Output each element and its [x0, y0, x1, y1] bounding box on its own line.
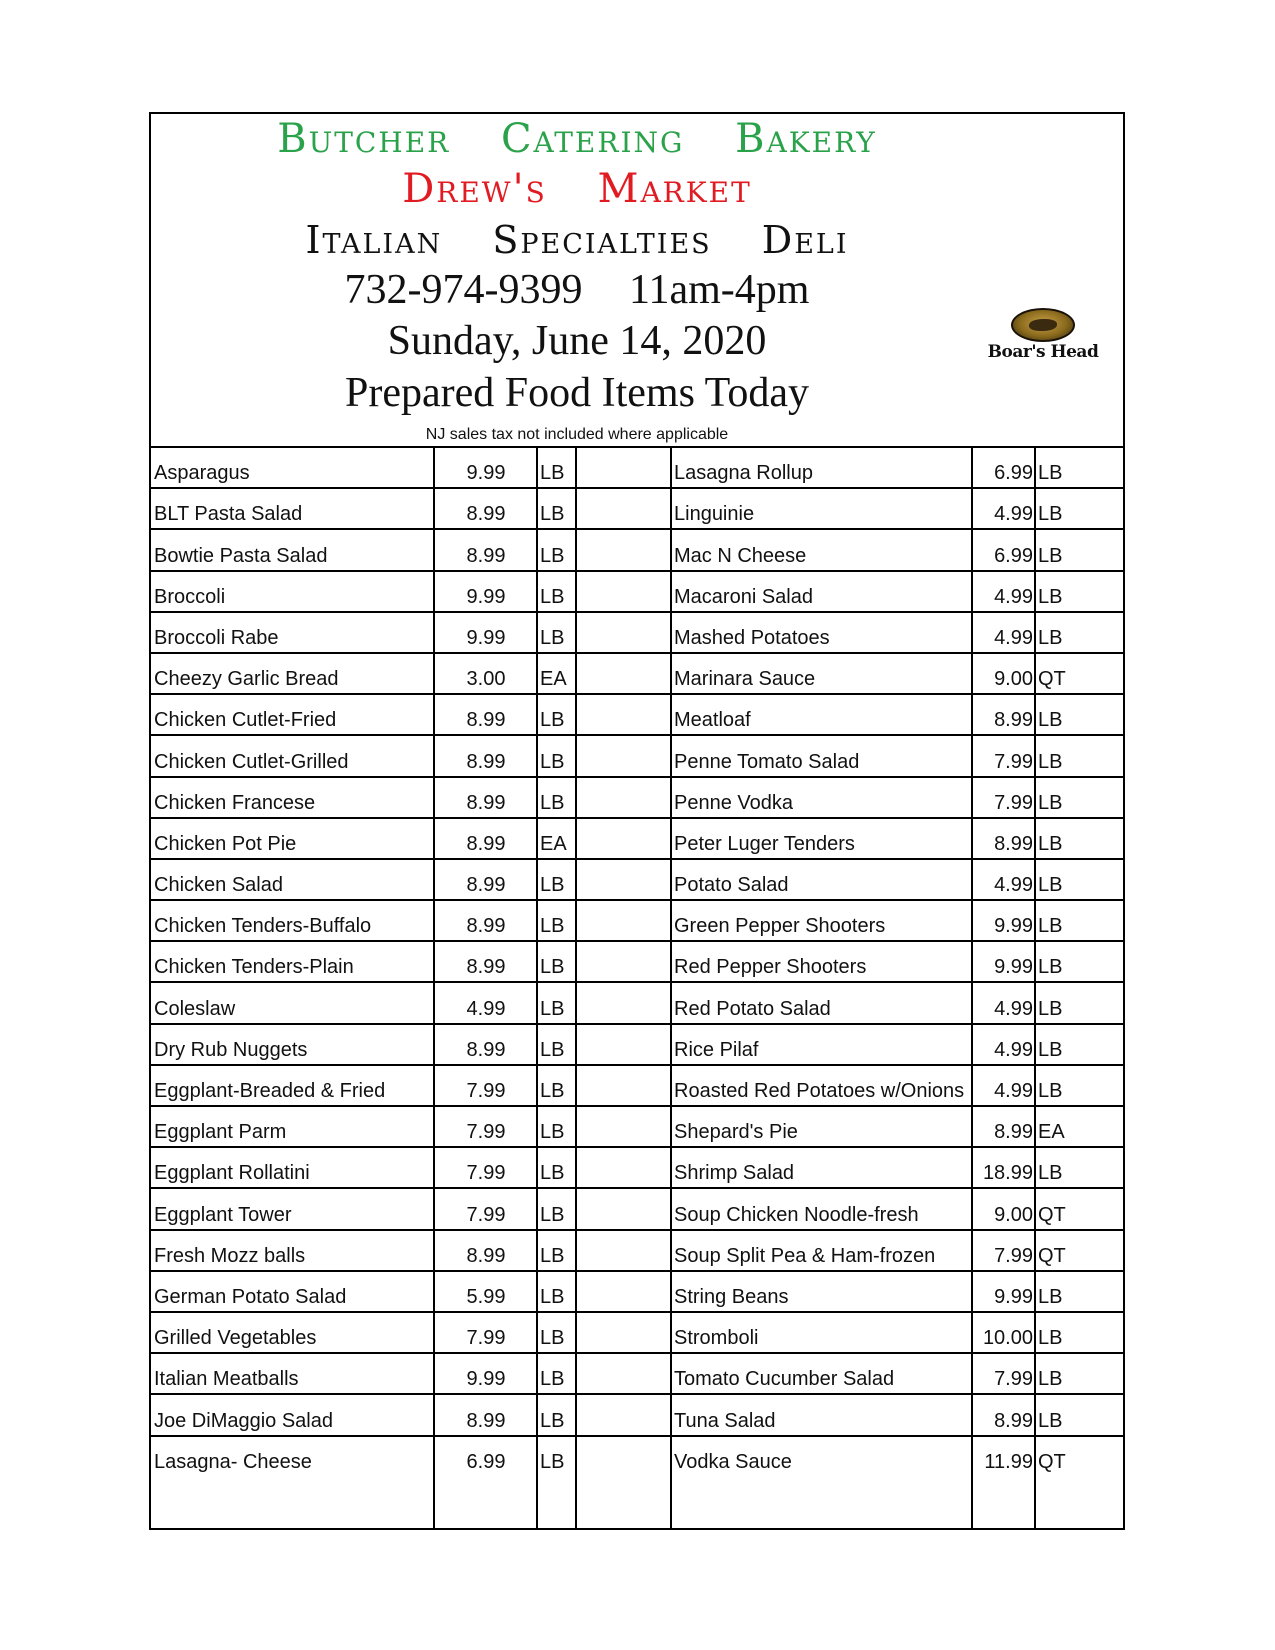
item-unit: QT [1038, 1203, 1066, 1226]
table-row [151, 940, 1123, 981]
item-name: Marinara Sauce [674, 668, 816, 691]
item-name: Macaroni Salad [674, 585, 813, 608]
item-price: 9.00 [994, 1203, 1033, 1226]
header-word: Deli [761, 218, 849, 262]
menu-title: Prepared Food Items Today [344, 370, 810, 416]
tax-note: NJ sales tax not included where applicable [425, 426, 729, 443]
item-name: Linguinie [674, 503, 755, 526]
item-name: Italian Meatballs [154, 1368, 299, 1391]
item-name: Lasagna- Cheese [154, 1450, 312, 1473]
item-price: 3.00 [466, 668, 506, 691]
item-unit: LB [540, 462, 565, 485]
table-row [151, 981, 1123, 1022]
item-name: Eggplant Tower [154, 1203, 292, 1226]
item-name: String Beans [674, 1285, 789, 1308]
item-unit: LB [540, 544, 565, 567]
table-row [151, 1146, 1123, 1187]
item-unit: QT [1038, 1450, 1066, 1473]
item-price: 7.99 [466, 1121, 506, 1144]
table-row [151, 1023, 1123, 1064]
table-row [151, 1352, 1123, 1393]
table-row [151, 817, 1123, 858]
header-word: Catering [500, 116, 685, 162]
table-row [151, 446, 1123, 487]
item-price: 8.99 [994, 832, 1033, 855]
table-row [151, 611, 1123, 652]
item-name: Soup Split Pea & Ham-frozen [674, 1244, 936, 1267]
item-unit: EA [540, 832, 567, 855]
item-name: Chicken Francese [154, 791, 316, 814]
item-price: 9.99 [466, 585, 506, 608]
item-price: 9.99 [994, 1285, 1033, 1308]
item-unit: LB [1038, 462, 1063, 485]
item-price: 8.99 [466, 791, 506, 814]
item-unit: LB [1038, 626, 1063, 649]
item-price: 6.99 [994, 462, 1033, 485]
item-unit: LB [1038, 1409, 1063, 1432]
item-unit: EA [540, 668, 567, 691]
table-row [151, 858, 1123, 899]
item-price: 9.99 [994, 915, 1033, 938]
item-name: Shrimp Salad [674, 1162, 795, 1185]
item-name: Chicken Cutlet-Grilled [154, 750, 349, 773]
column-divider [1034, 446, 1036, 1528]
header-word: Specialties [492, 218, 712, 262]
header-word: Drew's [402, 166, 547, 212]
item-price: 9.99 [466, 462, 506, 485]
item-name: Meatloaf [674, 709, 751, 732]
header-word: Italian [305, 218, 443, 262]
header-departments [151, 116, 1123, 162]
item-unit: LB [1038, 750, 1063, 773]
item-unit: LB [540, 1368, 565, 1391]
item-unit: QT [1038, 668, 1066, 691]
item-name: Bowtie Pasta Salad [154, 544, 328, 567]
item-unit: LB [1038, 997, 1063, 1020]
item-unit: LB [540, 1327, 565, 1350]
item-price: 9.00 [994, 668, 1033, 691]
item-unit: LB [540, 874, 565, 897]
item-name: Dry Rub Nuggets [154, 1038, 308, 1061]
table-row [151, 1270, 1123, 1311]
item-price: 8.99 [466, 1409, 506, 1432]
item-price: 4.99 [994, 626, 1033, 649]
table-row [151, 1229, 1123, 1270]
table-row [151, 899, 1123, 940]
item-price: 8.99 [994, 1409, 1033, 1432]
column-divider [971, 446, 973, 1528]
item-price: 4.99 [994, 874, 1033, 897]
item-unit: LB [1038, 956, 1063, 979]
item-price: 11.99 [984, 1450, 1033, 1473]
item-price: 9.99 [466, 1368, 506, 1391]
item-unit: LB [1038, 1080, 1063, 1102]
table-row [151, 776, 1123, 817]
item-price: 4.99 [994, 503, 1033, 526]
item-price: 8.99 [466, 750, 506, 773]
header-word: Market [597, 166, 752, 212]
table-row [151, 652, 1123, 693]
item-price: 4.99 [466, 997, 506, 1020]
item-unit: LB [540, 1244, 565, 1267]
item-price: 7.99 [994, 1244, 1033, 1267]
item-name: Eggplant Rollatini [154, 1162, 310, 1185]
item-name: Green Pepper Shooters [674, 915, 886, 938]
item-unit: LB [1038, 585, 1063, 608]
item-price: 7.99 [994, 750, 1033, 773]
item-price: 9.99 [466, 626, 506, 649]
header-word: Butcher [277, 116, 451, 162]
item-price: 4.99 [994, 1080, 1033, 1102]
item-unit: LB [1038, 544, 1063, 567]
item-name: Red Potato Salad [674, 997, 831, 1020]
item-price: 8.99 [466, 874, 506, 897]
item-unit: LB [540, 1121, 565, 1144]
item-name: Peter Luger Tenders [674, 832, 855, 855]
item-name: Red Pepper Shooters [674, 956, 867, 979]
item-name: Broccoli Rabe [154, 626, 279, 649]
item-name: Joe DiMaggio Salad [154, 1409, 333, 1432]
item-unit: LB [540, 750, 565, 773]
item-unit: LB [540, 915, 565, 938]
menu-sheet [149, 112, 1125, 1530]
item-unit: LB [1038, 791, 1063, 814]
item-unit: LB [540, 1450, 565, 1473]
item-unit: LB [1038, 1285, 1063, 1308]
item-name: Chicken Tenders-Plain [154, 956, 354, 979]
table-row [151, 1311, 1123, 1352]
table-row [151, 1187, 1123, 1228]
item-unit: LB [540, 1285, 565, 1308]
item-name: Tuna Salad [674, 1409, 776, 1432]
item-unit: LB [540, 1038, 565, 1061]
item-unit: LB [1038, 874, 1063, 897]
item-name: Tomato Cucumber Salad [674, 1368, 895, 1391]
store-hours: 11am-4pm [629, 267, 810, 313]
item-price: 8.99 [466, 544, 506, 567]
item-unit: QT [1038, 1244, 1066, 1267]
item-name: Soup Chicken Noodle-fresh [674, 1203, 919, 1226]
item-price: 8.99 [466, 956, 506, 979]
menu-header [151, 114, 1123, 446]
table-row [151, 693, 1123, 734]
header-subtitle [151, 218, 1123, 262]
item-unit: LB [540, 1409, 565, 1432]
item-unit: LB [540, 791, 565, 814]
column-divider [670, 446, 672, 1528]
item-name: Potato Salad [674, 874, 789, 897]
item-price: 7.99 [466, 1327, 506, 1350]
item-unit: LB [540, 1203, 565, 1226]
item-unit: LB [1038, 915, 1063, 938]
item-price: 4.99 [994, 997, 1033, 1020]
item-name: Lasagna Rollup [674, 462, 813, 485]
column-divider [433, 446, 435, 1528]
item-price: 7.99 [466, 1162, 506, 1185]
item-price: 4.99 [994, 585, 1033, 608]
item-name: Stromboli [674, 1327, 759, 1350]
item-price: 6.99 [994, 544, 1033, 567]
item-name: Chicken Salad [154, 874, 283, 897]
item-price: 8.99 [994, 709, 1033, 732]
table-row [151, 487, 1123, 528]
item-price: 10.00 [982, 1327, 1033, 1350]
item-name: BLT Pasta Salad [154, 503, 303, 526]
item-unit: LB [540, 1080, 565, 1102]
item-unit: LB [1038, 1368, 1063, 1391]
item-unit: LB [540, 503, 565, 526]
item-unit: LB [1038, 1038, 1063, 1061]
menu-date: Sunday, June 14, 2020 [387, 318, 767, 364]
item-unit: LB [1038, 832, 1063, 855]
boar-icon [1011, 308, 1075, 342]
item-name: Fresh Mozz balls [154, 1244, 306, 1267]
item-price: 9.99 [994, 956, 1033, 979]
column-divider [575, 446, 577, 1528]
column-divider [536, 446, 538, 1528]
table-row [151, 528, 1123, 569]
item-name: Eggplant Parm [154, 1121, 287, 1144]
boars-head-logo [983, 308, 1103, 368]
item-name: Chicken Pot Pie [154, 832, 297, 855]
item-price: 8.99 [466, 709, 506, 732]
item-name: Mac N Cheese [674, 544, 807, 567]
item-price: 8.99 [466, 1244, 506, 1267]
item-price: 5.99 [466, 1285, 506, 1308]
item-name: German Potato Salad [154, 1285, 347, 1308]
item-name: Coleslaw [154, 997, 236, 1020]
table-row [151, 1435, 1123, 1476]
table-row [151, 734, 1123, 775]
item-unit: LB [1038, 1327, 1063, 1350]
table-row [151, 1105, 1123, 1146]
item-price: 7.99 [994, 1368, 1033, 1391]
item-name: Shepard's Pie [674, 1121, 798, 1144]
item-name: Asparagus [154, 462, 250, 485]
item-price: 4.99 [994, 1038, 1033, 1061]
item-name: Vodka Sauce [674, 1450, 792, 1473]
item-unit: LB [1038, 1162, 1063, 1185]
item-price: 8.99 [466, 1038, 506, 1061]
item-name: Rice Pilaf [674, 1038, 759, 1061]
item-unit: LB [540, 709, 565, 732]
item-unit: LB [540, 997, 565, 1020]
item-unit: LB [540, 626, 565, 649]
logo-text: Boar's Head [987, 342, 1099, 362]
item-price: 18.99 [982, 1162, 1033, 1185]
item-unit: LB [540, 585, 565, 608]
item-unit: LB [540, 956, 565, 979]
item-name: Penne Vodka [674, 791, 793, 814]
item-price: 7.99 [466, 1080, 506, 1102]
store-name [151, 166, 1123, 212]
item-unit: EA [1038, 1121, 1065, 1144]
phone-number: 732-974-9399 [344, 267, 583, 313]
item-price: 7.99 [466, 1203, 506, 1226]
item-price: 8.99 [994, 1121, 1033, 1144]
contact-line [151, 266, 1123, 314]
item-name: Cheezy Garlic Bread [154, 668, 339, 691]
item-name: Chicken Tenders-Buffalo [154, 915, 372, 938]
item-price: 7.99 [994, 791, 1033, 814]
price-table [151, 446, 1123, 1476]
item-name: Mashed Potatoes [674, 626, 830, 649]
header-word: Bakery [735, 116, 877, 162]
item-name: Eggplant-Breaded & Fried [154, 1080, 386, 1102]
item-unit: LB [540, 1162, 565, 1185]
table-row [151, 1064, 1123, 1105]
item-price: 8.99 [466, 832, 506, 855]
item-price: 6.99 [466, 1450, 506, 1473]
table-row [151, 1393, 1123, 1434]
item-price: 8.99 [466, 915, 506, 938]
item-price: 8.99 [466, 503, 506, 526]
item-name: Penne Tomato Salad [674, 750, 860, 773]
item-name: Chicken Cutlet-Fried [154, 709, 337, 732]
item-name: Broccoli [154, 585, 226, 608]
item-unit: LB [1038, 503, 1063, 526]
item-name: Grilled Vegetables [154, 1327, 317, 1350]
table-row [151, 570, 1123, 611]
item-name: Roasted Red Potatoes w/Onions [674, 1080, 965, 1102]
item-unit: LB [1038, 709, 1063, 732]
